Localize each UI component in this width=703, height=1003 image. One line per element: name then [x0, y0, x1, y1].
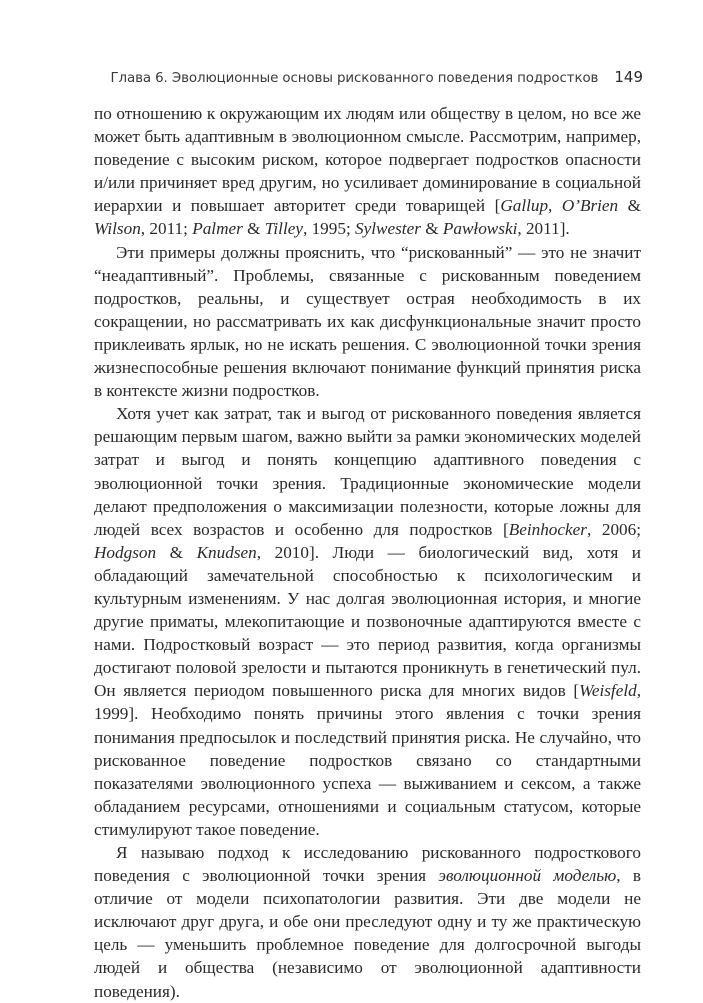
text-run: Хотя учет как затрат, так и выгод от рискованного поведения является решающим первым шагом, важно выйти за рамки экономических моделей затрат и выгод и понять концепцию адаптивного поведения с эволюционной точки зрения. Традиционные экономические модели делают предположения о максимизации полезности, которые ложны для людей всех возрастов и особенно для подростков [ [94, 404, 641, 539]
citation-author: Pawłowski [442, 219, 518, 239]
citation-author: Weisfeld [579, 681, 637, 701]
text-run: , 2010]. Люди — биологический вид, хотя и обладающий замечательной способностью к психологическим и культурным изменениям. У нас долгая эволюционная история, и многие другие приматы, млекопитающие и позвоночные адаптируются вместе с нами. Подростковый возраст — это период развития, когда организмы достигают половой зрелости и пытаются проникнуть в генетический пул. Он является периодом повышенного риска для многих видов [ [94, 542, 641, 701]
text-run: , 2011; [140, 219, 193, 239]
text-run: Я называю подход к исследованию рискованного подросткового поведения с эволюционной точки зрения [94, 843, 641, 886]
citation-author: Tilley [264, 219, 303, 239]
paragraph-4 [94, 841, 641, 1003]
citation-author: Beinhocker [508, 519, 587, 539]
text-run: & [420, 219, 443, 239]
chapter-title: Глава 6. Эволюционные основы рискованного поведения подростков [110, 71, 599, 86]
paragraph-3 [94, 402, 641, 841]
text-run: , 2006; [586, 519, 642, 539]
body-text [94, 102, 641, 1003]
text-run: & [156, 542, 197, 562]
page-number: 149 [614, 68, 643, 86]
text-run: , 2011]. [517, 219, 570, 239]
text-run: по отношению к окружающим их людям или обществу в целом, но все же может быть адаптивным в эволюционном смысле. Рассмотрим, например, поведение с высоким риском, которое подвергает подростков опасности и/или причиняет вред другим, но усиливает доминирование в социальной иерархии и повышает авторитет среди товарищей [ [94, 104, 641, 216]
citation-author: Knudsen [196, 542, 257, 562]
running-head [96, 68, 643, 88]
citation-author: Sylwester [355, 219, 421, 239]
emphasis: эволюционной моделью [438, 866, 617, 886]
paragraph-1 [94, 102, 641, 241]
citation-author: Palmer [192, 219, 243, 239]
paragraph-2 [94, 241, 641, 403]
text-run: & [242, 219, 265, 239]
text-run: Эти примеры должны прояснить, что “рискованный” — это не значит “неадаптивный”. Проблемы, связанные с рискованным поведением подростков, реальны, и существует острая необходимость в их сокращении, но рассматривать их как дисфункциональные значит просто приклеивать ярлык, но не искать решения. С эволюционной точки зрения жизнеспособные решения включают понимание функций принятия риска в контексте жизни подростков. [94, 242, 641, 401]
text-run: , 1995; [302, 219, 356, 239]
text-run: , 1999]. Необходимо понять причины этого явления с точки зрения понимания предпосылок и последствий принятия риска. Не случайно, что рискованное поведение подростков связано со стандартными показателями эволюционного успеха — выживанием и сексом, а также обладанием ресурсами, отношениями и социальным статусом, которые стимулируют такое поведение. [94, 681, 641, 839]
text-run: , в отличие от модели психопатологии развития. Эти две модели не исключают друг друга, и обе они преследуют одну и ту же практическую цель — уменьшить проблемное поведение для долгосрочной выгоды людей и общества (независимо от эволюционной адаптивности поведения). [94, 866, 641, 1001]
text-run: & [618, 196, 641, 216]
citation-author: Wilson [94, 219, 141, 239]
citation-author: Hodgson [94, 542, 157, 562]
citation-author: Gallup, O’Brien [500, 196, 619, 216]
